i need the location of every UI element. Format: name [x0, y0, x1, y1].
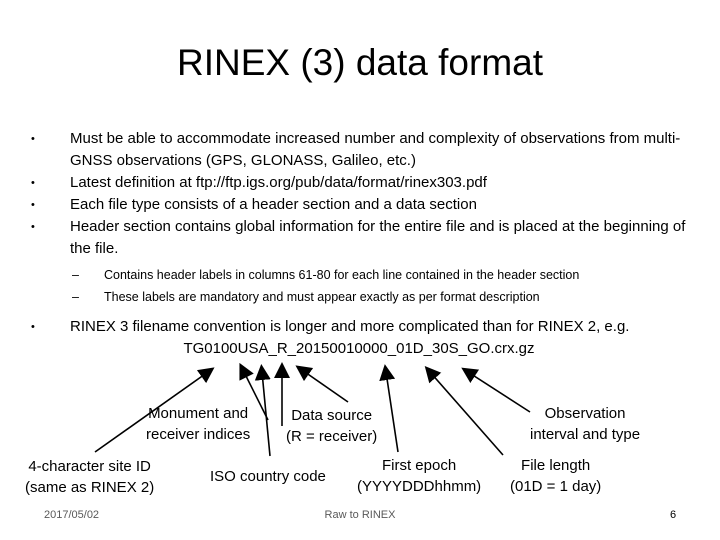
- sub-bullet-text: Contains header labels in columns 61-80 for each line contained in the header section: [104, 268, 580, 282]
- bullet-dot-icon: •: [31, 177, 35, 189]
- file-length-label: File length (01D = 1 day): [510, 457, 602, 495]
- arrow-observation: [430, 372, 503, 455]
- bullet-dot-icon: •: [31, 221, 35, 233]
- arrow-country: [262, 372, 270, 456]
- bullet-text: Must be able to accommodate increased number and complexity of observations from multi-GNSS observations (GPS, GLONASS, Galileo, etc.): [70, 130, 681, 169]
- page-number: 6: [670, 509, 677, 521]
- bullet-text: RINEX 3 filename convention is longer and more complicated than for RINEX 2, e.g.: [70, 318, 630, 335]
- bullet-text: Latest definition at ftp://ftp.igs.org/pub/data/format/rinex303.pdf: [70, 174, 487, 191]
- bullet-dot-icon: •: [31, 133, 35, 145]
- dash-icon: –: [72, 268, 79, 282]
- bullet-text: Each file type consists of a header section and a data section: [70, 196, 477, 213]
- arrow-first-epoch: [302, 370, 348, 402]
- bullet-dot-icon: •: [31, 199, 35, 211]
- country-code-label: ISO country code: [210, 468, 326, 485]
- observation-label: Observation interval and type: [530, 405, 641, 443]
- bullet-dot-icon: •: [31, 321, 35, 333]
- filename-example: TG0100USA_R_20150010000_01D_30S_GO.crx.gz: [183, 340, 535, 357]
- footer-date: 2017/05/02: [44, 509, 100, 521]
- arrow-observation-2: [468, 372, 530, 412]
- arrow-file-length: [386, 372, 398, 452]
- dash-icon: –: [72, 290, 79, 304]
- footer-title: Raw to RINEX: [324, 509, 396, 521]
- sub-bullet-text: These labels are mandatory and must appear exactly as per format description: [104, 290, 540, 304]
- site-id-label: 4-character site ID (same as RINEX 2): [25, 458, 155, 496]
- first-epoch-label: First epoch (YYYYDDDhhmm): [357, 457, 482, 495]
- slide-title: RINEX (3) data format: [176, 42, 543, 83]
- monument-label: Monument and receiver indices: [146, 405, 251, 443]
- data-source-label: Data source (R = receiver): [286, 407, 378, 445]
- bullet-text: Header section contains global information for the entire file and is placed at the beginning of the file.: [70, 218, 686, 257]
